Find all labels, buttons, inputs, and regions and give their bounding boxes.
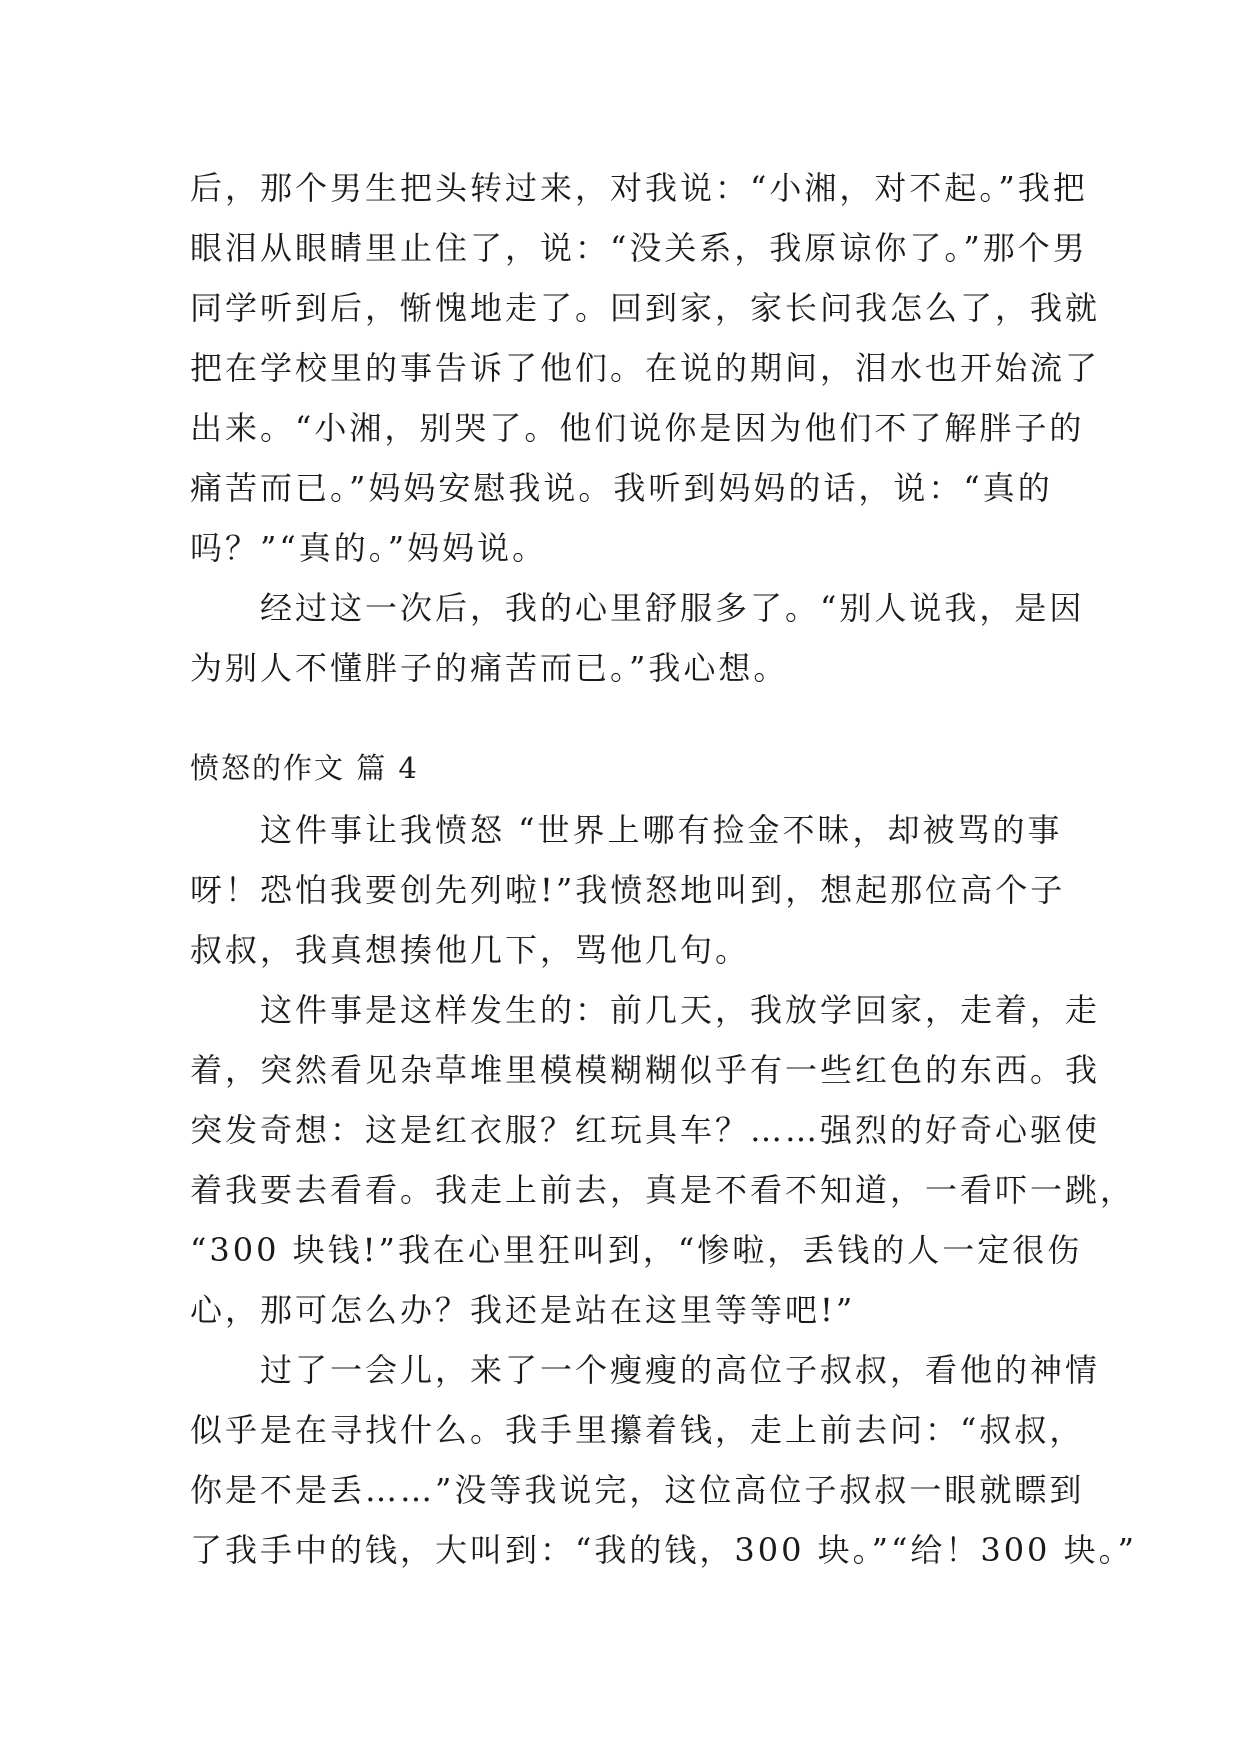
text-line: “300 块钱!”我在心里狂叫到，“惨啦，丢钱的人一定很伤: [190, 1231, 1083, 1269]
text-line: 这件事让我愤怒 “世界上哪有捡金不昧，却被骂的事: [190, 811, 1063, 849]
text-line: 心，那可怎么办？我还是站在这里等等吧!”: [190, 1291, 856, 1329]
text-line: 呀！恐怕我要创先列啦!”我愤怒地叫到，想起那位高个子: [190, 871, 1066, 909]
text-line: 似乎是在寻找什么。我手里攥着钱，走上前去问：“叔叔，: [190, 1411, 1085, 1449]
text-line: 为别人不懂胖子的痛苦而已。”我心想。: [190, 649, 789, 687]
text-line: 痛苦而已。”妈妈安慰我说。我听到妈妈的话，说：“真的: [190, 469, 1053, 507]
text-line: 后，那个男生把头转过来，对我说：“小湘，对不起。”我把: [190, 169, 1088, 207]
text-line: 同学听到后，惭愧地走了。回到家，家长问我怎么了，我就: [190, 289, 1101, 327]
text-line: 着，突然看见杂草堆里模模糊糊似乎有一些红色的东西。我: [190, 1051, 1101, 1089]
text-line: 眼泪从眼睛里止住了，说：“没关系，我原谅你了。”那个男: [190, 229, 1088, 267]
text-line: 吗？”“真的。”妈妈说。: [190, 529, 548, 567]
text-line: 把在学校里的事告诉了他们。在说的期间，泪水也开始流了: [190, 349, 1101, 387]
text-line: 突发奇想：这是红衣服？红玩具车？……强烈的好奇心驱使: [190, 1111, 1101, 1149]
text-line: 了我手中的钱，大叫到：“我的钱，300 块。”“给！300 块。”: [190, 1531, 1137, 1569]
section-heading: 愤怒的作文 篇 4: [190, 751, 419, 785]
text-line: 过了一会儿，来了一个瘦瘦的高位子叔叔，看他的神情: [190, 1351, 1101, 1389]
text-line: 你是不是丢……”没等我说完，这位高位子叔叔一眼就瞟到: [190, 1471, 1085, 1509]
text-line: 着我要去看看。我走上前去，真是不看不知道，一看吓一跳，: [190, 1171, 1136, 1209]
text-line: 经过这一次后，我的心里舒服多了。“别人说我，是因: [190, 589, 1085, 627]
text-line: 出来。“小湘，别哭了。他们说你是因为他们不了解胖子的: [190, 409, 1085, 447]
text-line: 这件事是这样发生的：前几天，我放学回家，走着，走: [190, 991, 1101, 1029]
text-line: 叔叔，我真想揍他几下，骂他几句。: [190, 931, 751, 969]
